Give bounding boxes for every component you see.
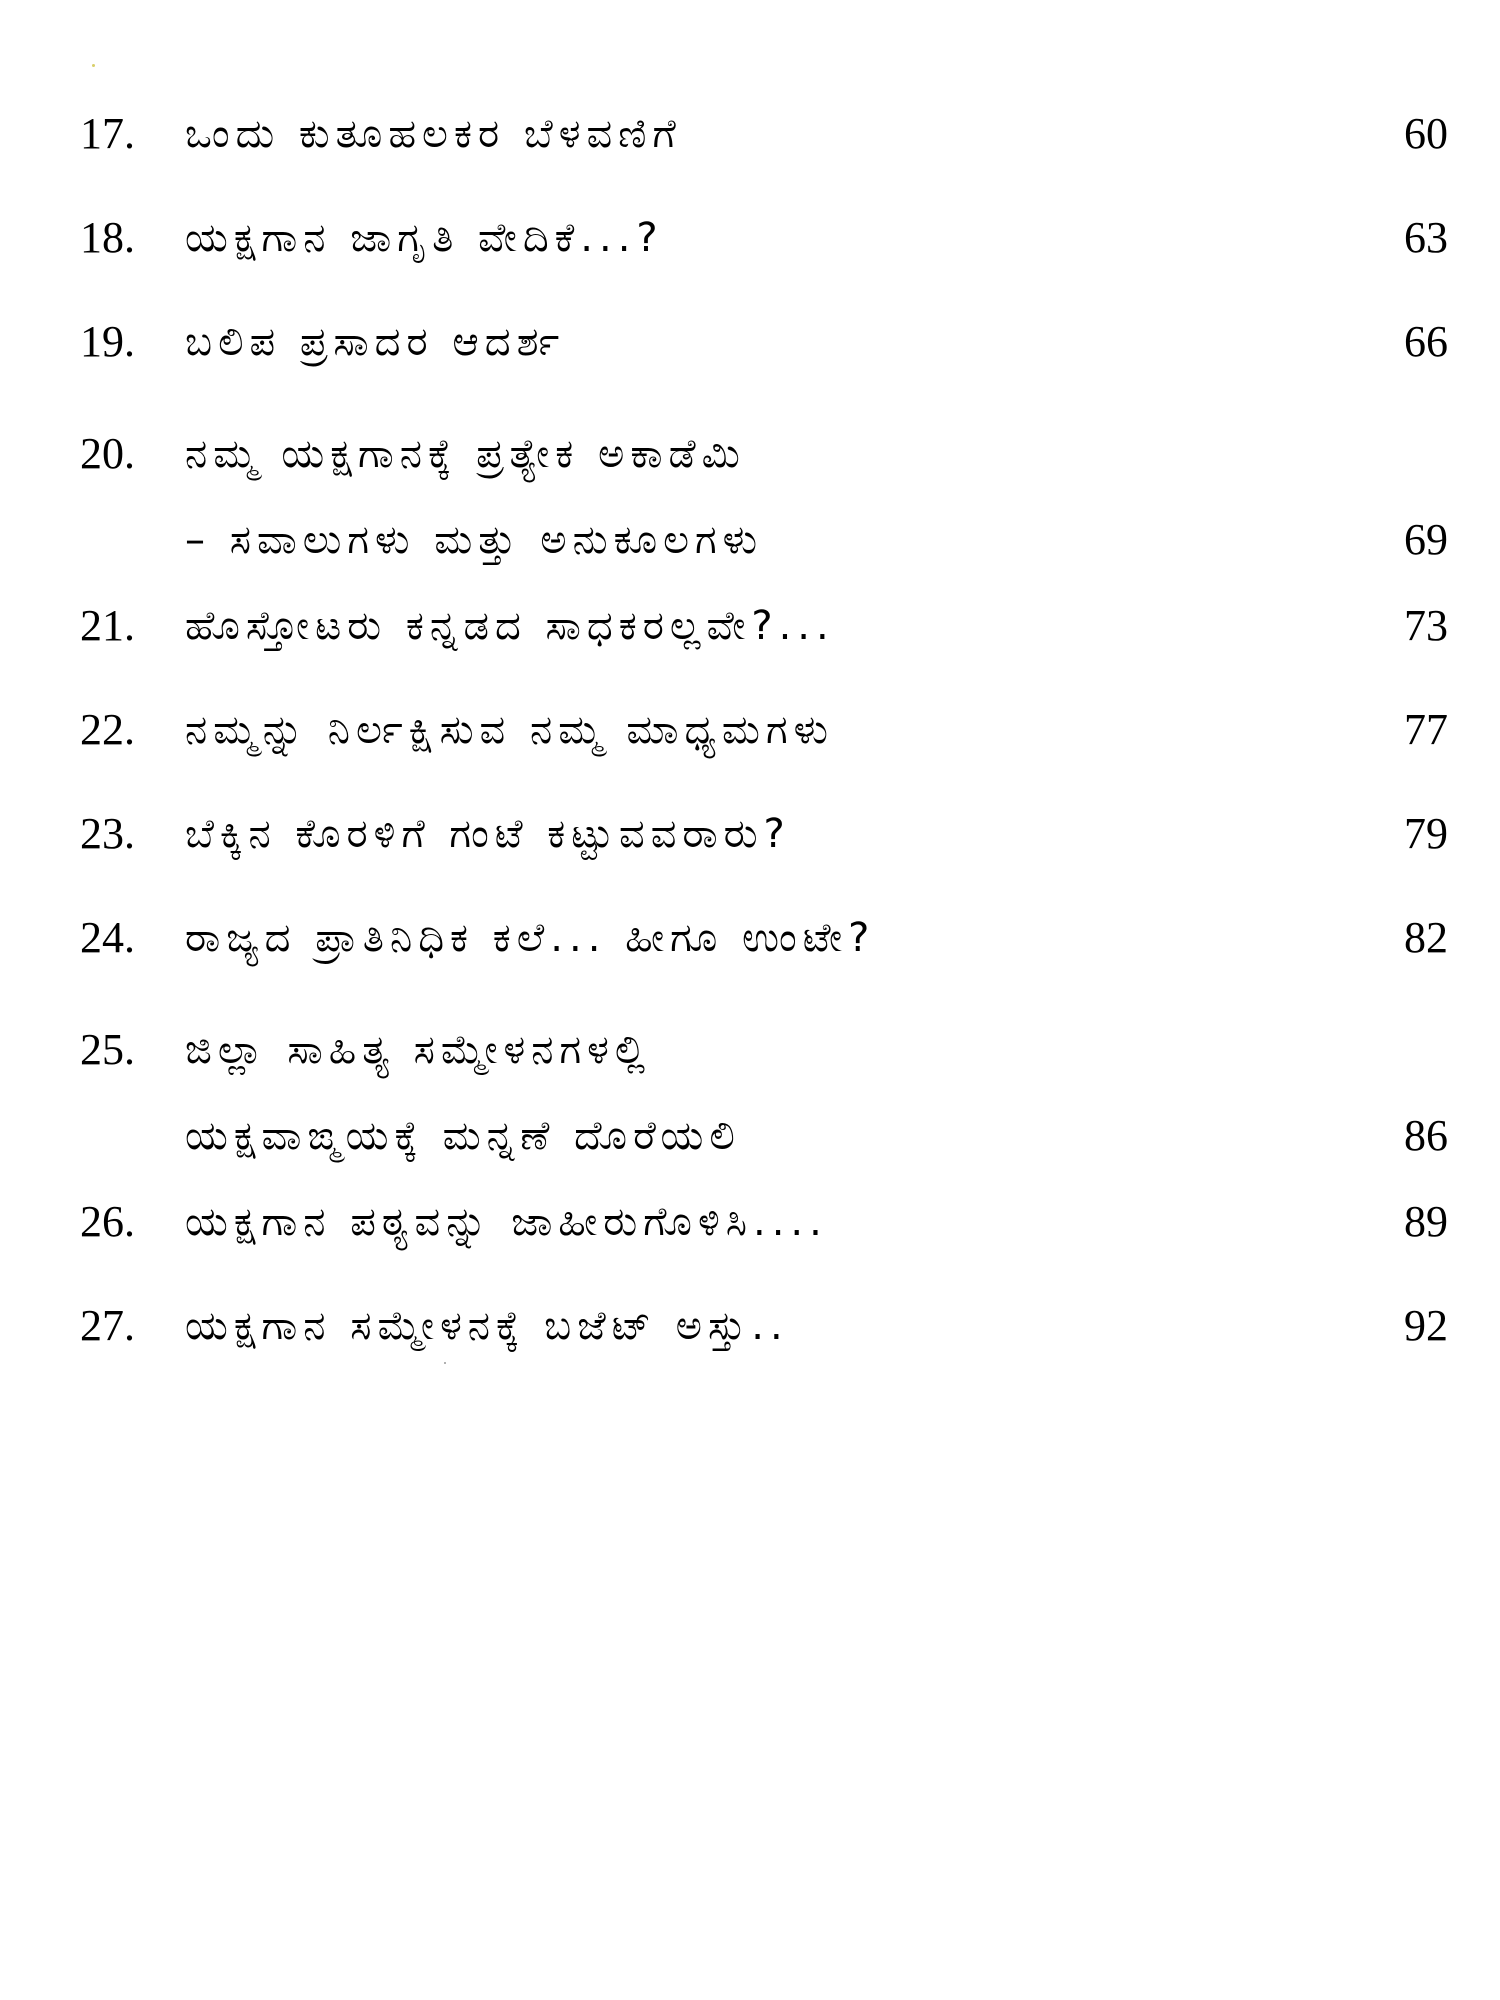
entry-page-number: 66 <box>1404 317 1448 366</box>
entry-title: ಜಿಲ್ಲಾ ಸಾಹಿತ್ಯ ಸಮ್ಮೇಳನಗಳಲ್ಲಿ <box>185 1027 652 1073</box>
toc-entry-18 <box>0 208 1500 268</box>
entry-title-continuation: – ಸವಾಲುಗಳು ಮತ್ತು ಅನುಕೂಲಗಳು <box>185 517 764 563</box>
entry-number: 17. <box>80 109 135 158</box>
entry-number: 26. <box>80 1197 135 1246</box>
entry-number: 21. <box>80 601 135 650</box>
scan-speck <box>92 64 95 67</box>
entry-page-number: 69 <box>1404 515 1448 564</box>
entry-title: ಯಕ್ಷಗಾನ ಜಾಗೃತಿ ವೇದಿಕೆ...? <box>185 215 664 261</box>
entry-page-number: 60 <box>1404 109 1448 158</box>
entry-title: ನಮ್ಮನ್ನು ನಿರ್ಲಕ್ಷಿಸುವ ನಮ್ಮ ಮಾಧ್ಯಮಗಳು <box>185 707 835 753</box>
entry-page-number: 77 <box>1404 705 1448 754</box>
entry-title: ಯಕ್ಷಗಾನ ಸಮ್ಮೇಳನಕ್ಕೆ ಬಜೆಟ್ ಅಸ್ತು.. <box>185 1303 789 1349</box>
entry-number: 19. <box>80 317 135 366</box>
entry-page-number: 82 <box>1404 913 1448 962</box>
entry-number: 27. <box>80 1301 135 1350</box>
entry-number: 18. <box>80 213 135 262</box>
toc-entry-20 <box>0 424 1500 574</box>
toc-entry-27 <box>0 1296 1500 1356</box>
toc-entry-23 <box>0 804 1500 864</box>
entry-page-number: 63 <box>1404 213 1448 262</box>
entry-title: ಹೊಸ್ತೋಟರು ಕನ್ನಡದ ಸಾಧಕರಲ್ಲವೇ?... <box>185 603 835 649</box>
entry-title: ರಾಜ್ಯದ ಪ್ರಾತಿನಿಧಿಕ ಕಲೆ... ಹೀಗೂ ಉಂಟೇ? <box>185 915 876 961</box>
toc-entry-22 <box>0 700 1500 760</box>
toc-entry-19 <box>0 312 1500 372</box>
entry-title: ಒಂದು ಕುತೂಹಲಕರ ಬೆಳವಣಿಗೆ <box>185 111 682 157</box>
toc-entry-21 <box>0 596 1500 656</box>
entry-number: 24. <box>80 913 135 962</box>
entry-page-number: 79 <box>1404 809 1448 858</box>
entry-title-continuation: ಯಕ್ಷವಾಙ್ಮಯಕ್ಕೆ ಮನ್ನಣೆ ದೊರೆಯಲಿ <box>185 1113 741 1159</box>
entry-page-number: 92 <box>1404 1301 1448 1350</box>
entry-title: ನಮ್ಮ ಯಕ್ಷಗಾನಕ್ಕೆ ಪ್ರತ್ಯೇಕ ಅಕಾಡೆಮಿ <box>185 431 746 477</box>
scan-speck <box>444 1362 446 1364</box>
toc-entry-26 <box>0 1192 1500 1252</box>
entry-page-number: 89 <box>1404 1197 1448 1246</box>
entry-number: 22. <box>80 705 135 754</box>
toc-entry-17 <box>0 104 1500 164</box>
entry-number: 23. <box>80 809 135 858</box>
entry-number: 25. <box>80 1025 135 1074</box>
toc-entry-24 <box>0 908 1500 968</box>
entry-page-number: 73 <box>1404 601 1448 650</box>
entry-title: ಯಕ್ಷಗಾನ ಪಠ್ಯವನ್ನು ಜಾಹೀರುಗೊಳಿಸಿ.... <box>185 1199 828 1245</box>
entry-number: 20. <box>80 429 135 478</box>
toc-entry-25 <box>0 1020 1500 1170</box>
entry-title: ಬಲಿಪ ಪ್ರಸಾದರ ಆದರ್ಶ <box>185 319 566 365</box>
entry-page-number: 86 <box>1404 1111 1448 1160</box>
entry-title: ಬೆಕ್ಕಿನ ಕೊರಳಿಗೆ ಗಂಟೆ ಕಟ್ಟುವವರಾರು? <box>185 811 791 857</box>
